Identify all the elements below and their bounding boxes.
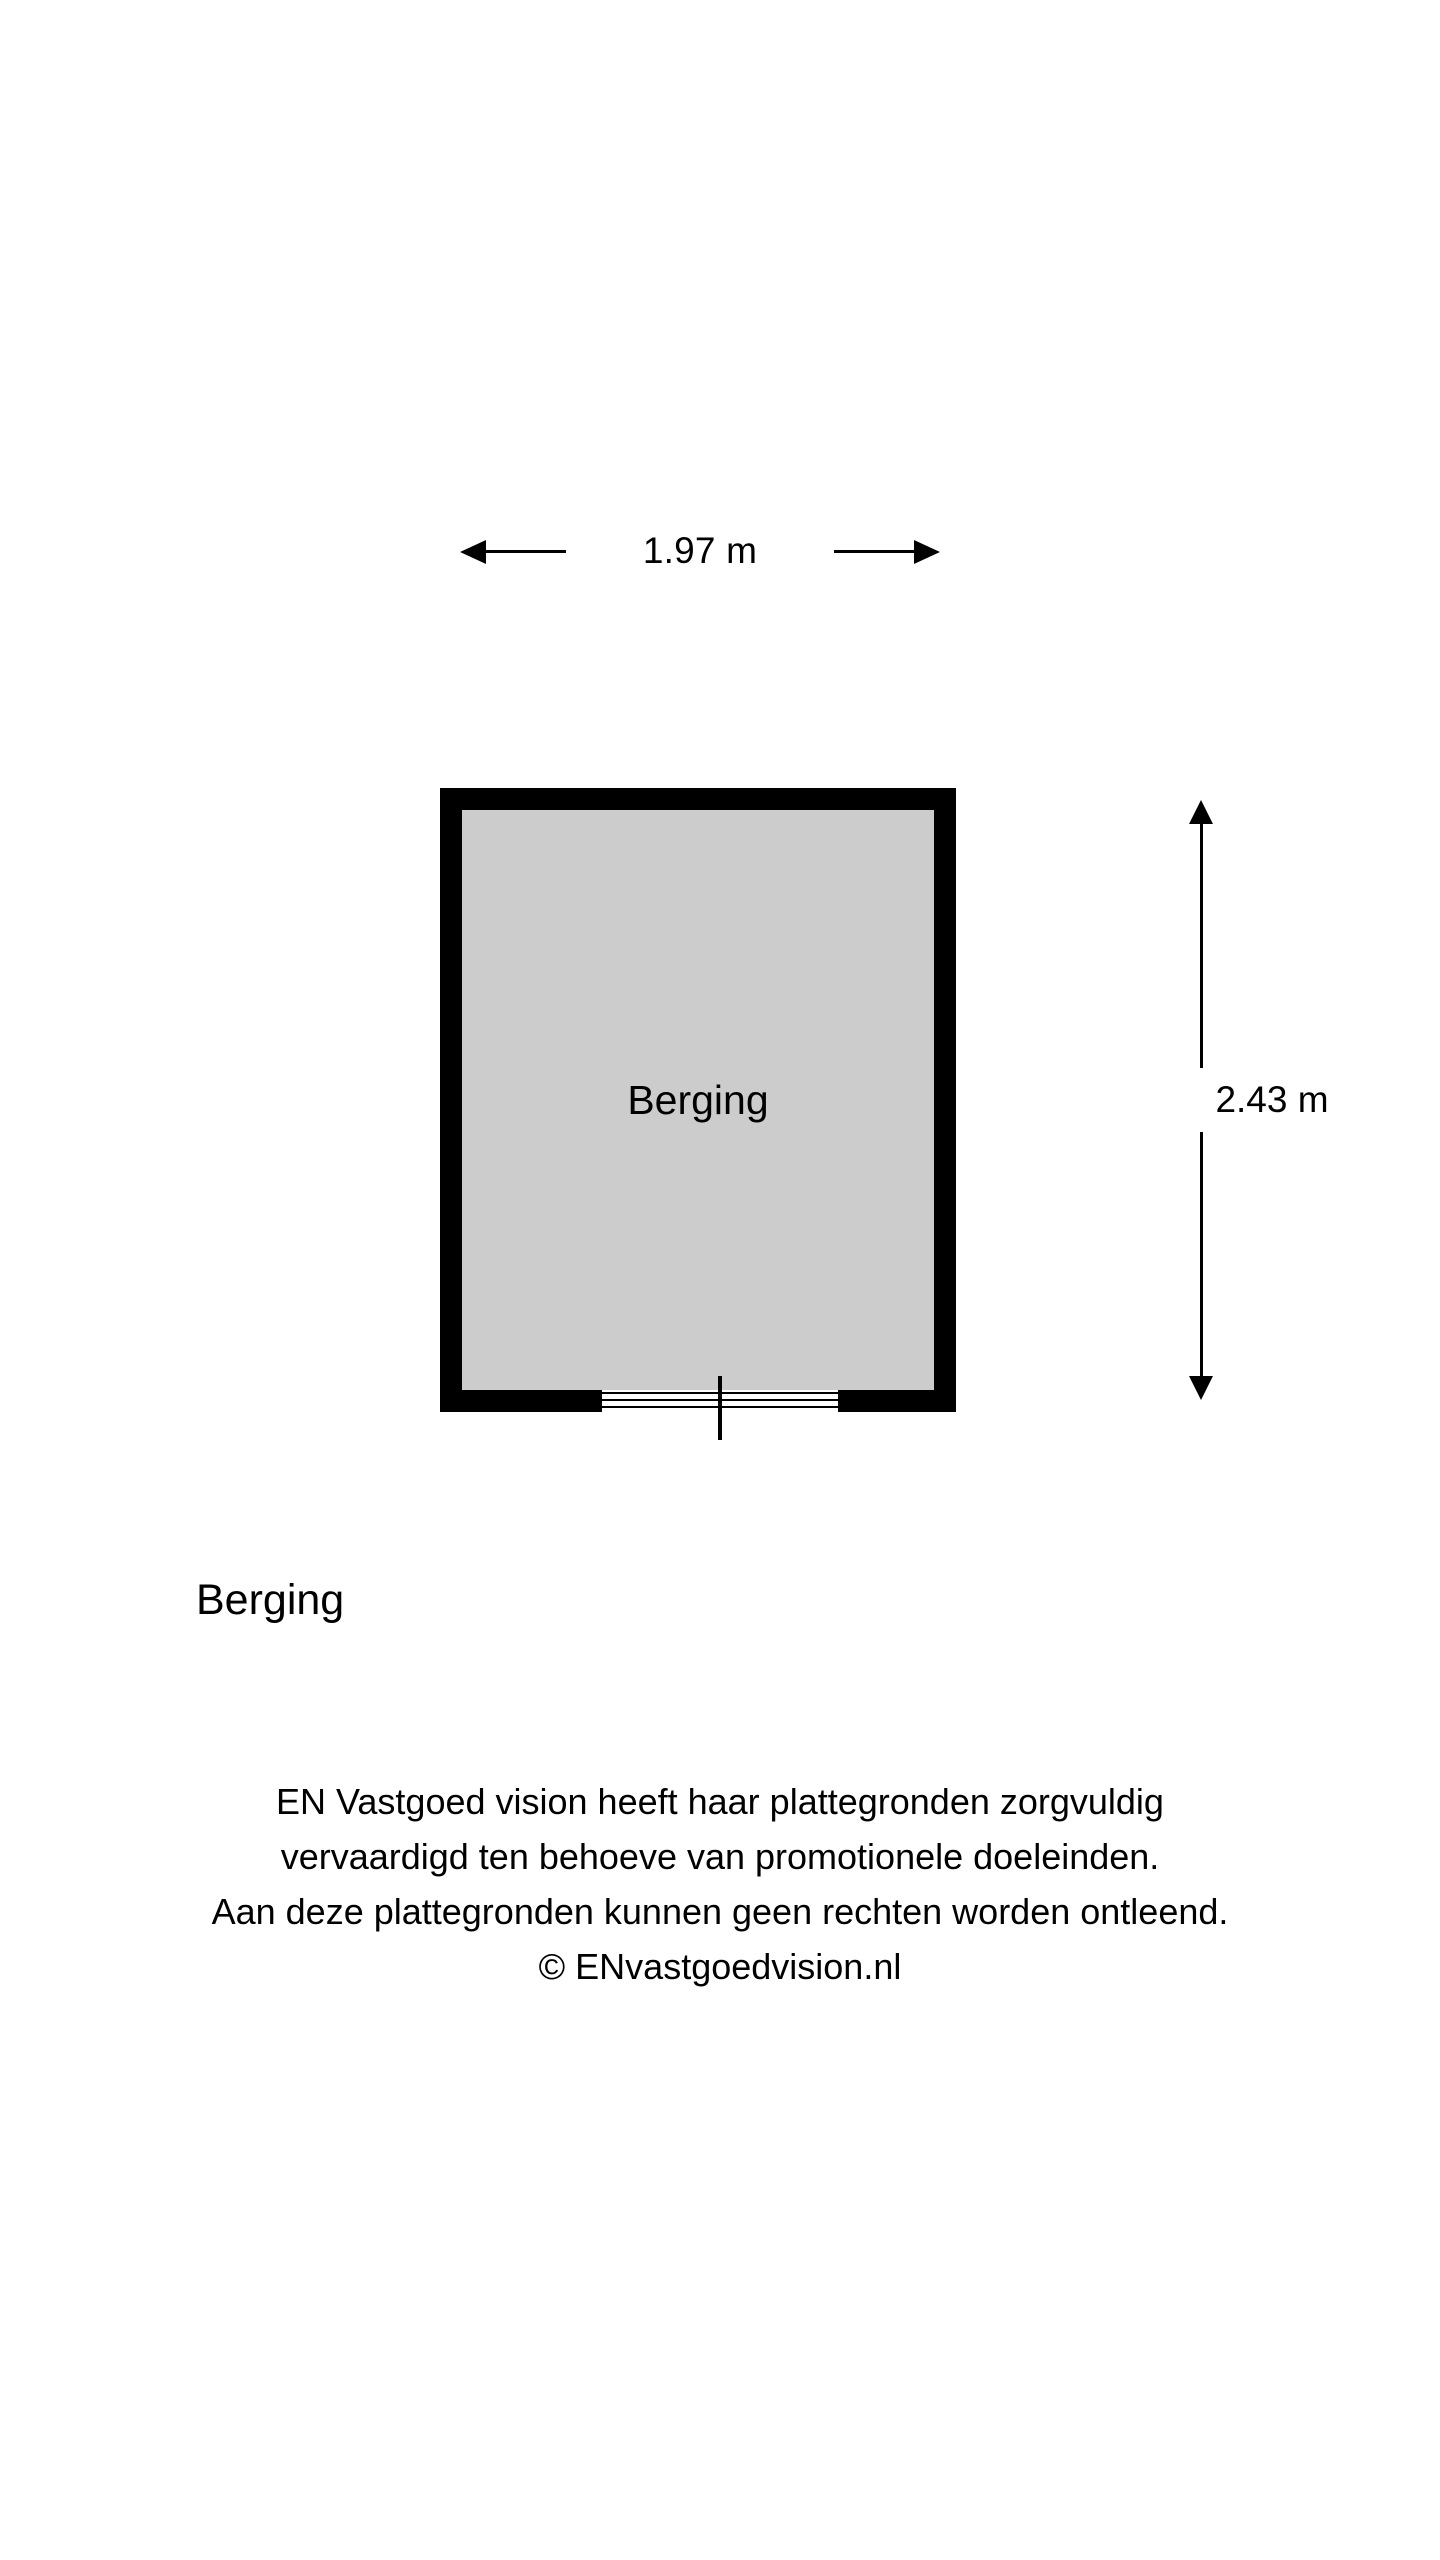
dimension-line-bottom bbox=[1200, 1132, 1203, 1380]
dimension-line-top bbox=[1200, 820, 1203, 1068]
dimension-width-label-wrap bbox=[460, 528, 940, 574]
arrow-down-icon bbox=[1189, 1376, 1213, 1400]
plan-title: Berging bbox=[196, 1576, 345, 1624]
disclaimer-line-1: EN Vastgoed vision heeft haar plattegronden zorgvuldig bbox=[276, 1781, 1164, 1822]
disclaimer-copyright: © ENvastgoedvision.nl bbox=[538, 1946, 902, 1987]
room-berging bbox=[440, 788, 956, 1412]
door-opening bbox=[602, 1390, 838, 1412]
room-label: Berging bbox=[627, 1077, 769, 1123]
dimension-width bbox=[460, 528, 940, 574]
disclaimer-line-2: vervaardigd ten behoeve van promotionele doeleinden. bbox=[280, 1836, 1160, 1877]
door-center-mark bbox=[718, 1376, 722, 1440]
dimension-width-label: 1.97 m bbox=[629, 530, 771, 571]
dimension-height-label: 2.43 m bbox=[1182, 1073, 1368, 1127]
disclaimer-line-3: Aan deze plattegronden kunnen geen rechten worden ontleend. bbox=[211, 1891, 1229, 1932]
disclaimer-block bbox=[0, 1774, 1440, 1994]
room-interior-floor bbox=[462, 810, 934, 1390]
dimension-height bbox=[1178, 800, 1329, 1400]
